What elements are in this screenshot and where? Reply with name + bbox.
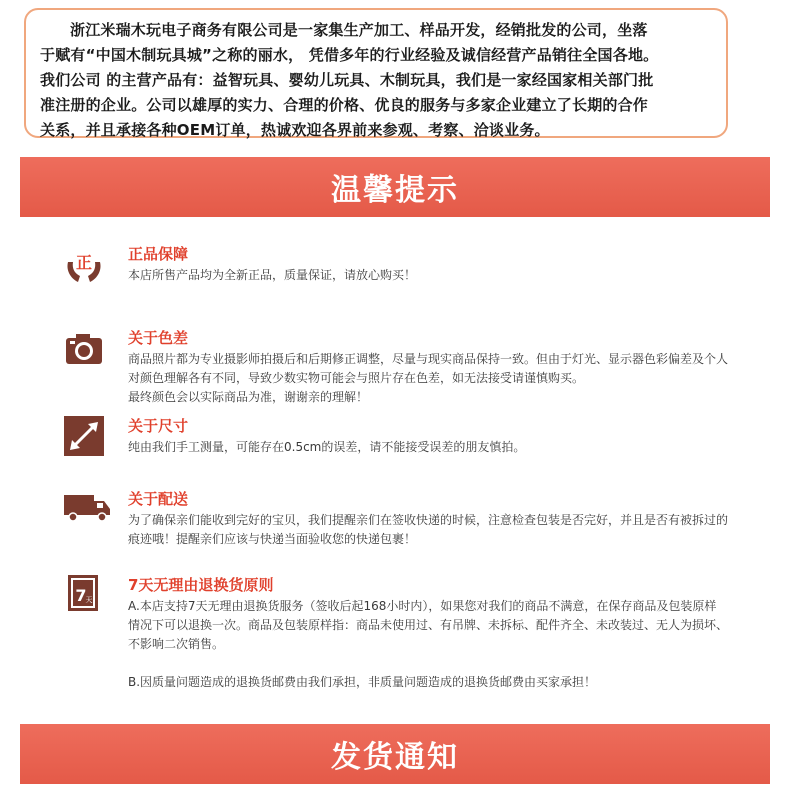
notice-returns-line: 不影响二次销售。 [128, 637, 225, 651]
resize-arrow-icon [62, 416, 106, 460]
svg-text:天: 天 [85, 596, 93, 604]
hands-genuine-icon [62, 244, 106, 288]
intro-line-5: 关系，并且承接各种OEM订单，热诚欢迎各界前来参观、考察、洽谈业务。 [40, 121, 550, 139]
notice-color-body [128, 350, 758, 407]
notice-color-line: 最终颜色会以实际商品为准，谢谢亲的理解！ [128, 390, 369, 404]
notice-color-line: 对颜色理解各有不同，导致少数实物可能会与照片存在色差，如无法接受请谨慎购买。 [128, 371, 585, 385]
tips-banner-title: 温馨提示 [331, 173, 459, 208]
camera-icon [62, 328, 106, 372]
notice-returns-body [128, 597, 758, 692]
notice-color-title: 关于色差 [128, 329, 189, 347]
notice-delivery-line: 为了确保亲们能收到完好的宝贝，我们提醒亲们在签收快递的时候，注意检查包装是否完好，并且是否有被拆过的 [128, 513, 729, 527]
notice-genuine-line: 本店所售产品均为全新正品，质量保证，请放心购买！ [128, 268, 417, 282]
notice-size-body [128, 438, 758, 457]
notice-returns-title: 7天无理由退换货原则 [128, 576, 274, 594]
shipping-banner-title: 发货通知 [331, 740, 459, 775]
calendar-7-days-icon [62, 575, 106, 619]
shipping-banner [20, 724, 770, 784]
notice-genuine-body [128, 266, 758, 285]
svg-text:正: 正 [75, 253, 93, 272]
intro-line-1: 浙江米瑞木玩电子商务有限公司是一家集生产加工、样品开发，经销批发的公司，坐落 [70, 21, 648, 39]
notice-color-line: 商品照片都为专业摄影师拍摄后和后期修正调整，尽量与现实商品保持一致。但由于灯光、显示器色彩偏差及个人 [128, 352, 729, 366]
notice-returns-line: A.本店支持7天无理由退换货服务（签收后起168小时内），如果您对我们的商品不满意，在保存商品及包装原样 [128, 599, 717, 613]
notice-returns-line: B.因质量问题造成的退换货邮费由我们承担，非质量问题造成的退换货邮费由买家承担！ [128, 675, 597, 689]
intro-line-4: 准注册的企业。公司以雄厚的实力、合理的价格、优良的服务与多家企业建立了长期的合作 [40, 96, 649, 114]
company-intro-box [24, 8, 728, 138]
notice-delivery-title: 关于配送 [128, 490, 189, 508]
notice-delivery-body [128, 511, 758, 549]
notice-returns-spacer [128, 654, 758, 673]
svg-text:7: 7 [75, 586, 87, 605]
notice-size-line: 纯由我们手工测量，可能存在0.5cm的误差，请不能接受误差的朋友慎拍。 [128, 440, 526, 454]
notice-genuine-title: 正品保障 [128, 245, 189, 263]
notice-returns-line: 情况下可以退换一次。商品及包装原样指：商品未使用过、有吊牌、未拆标、配件齐全、未改装过、无人为损坏、 [128, 618, 729, 632]
notice-delivery-line: 痕迹哦！提醒亲们应该与快递当面验收您的快递包裹！ [128, 532, 417, 546]
notice-size-title: 关于尺寸 [128, 417, 189, 435]
truck-icon [62, 489, 112, 533]
intro-line-3: 我们公司 的主营产品有：益智玩具、婴幼儿玩具、木制玩具，我们是一家经国家相关部门批 [40, 71, 654, 89]
intro-line-2: 于赋有“中国木制玩具城”之称的丽水， 凭借多年的行业经验及诚信经营产品销往全国各地。 [40, 46, 659, 64]
tips-banner [20, 157, 770, 217]
